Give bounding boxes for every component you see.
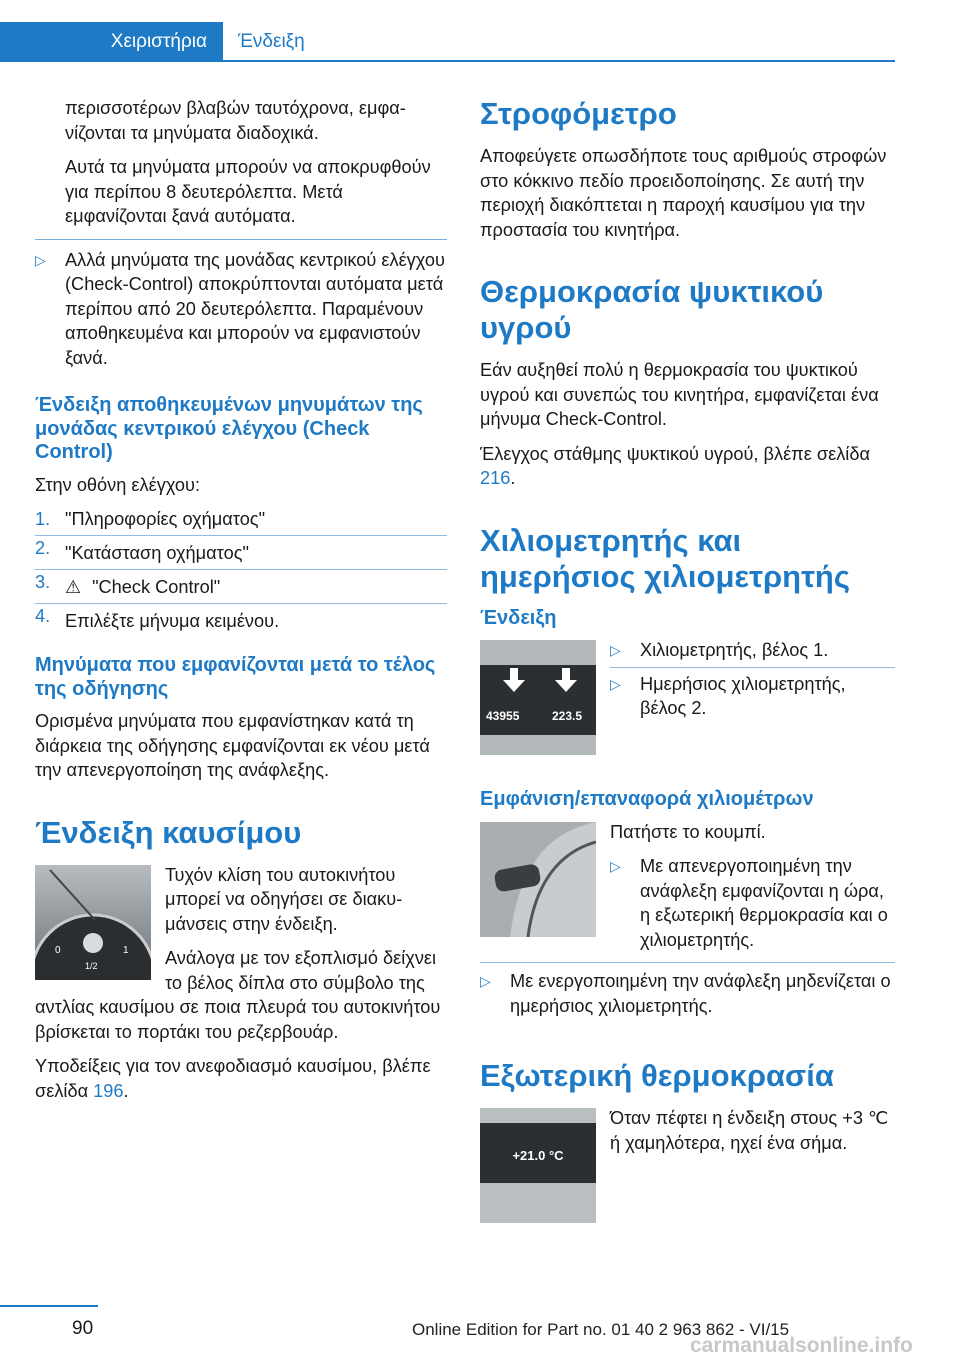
svg-text:+21.0 °C: +21.0 °C [512, 1148, 564, 1163]
tab-display[interactable]: Ένδειξη [238, 31, 305, 52]
reset-button-image [480, 822, 596, 942]
header-rule [0, 60, 895, 62]
warning-triangle-icon: ⚠ [65, 577, 82, 597]
steps-list [35, 507, 447, 634]
edition-text: Online Edition for Part no. 01 40 2 963 862 - VI/15 [412, 1320, 790, 1339]
section-title: Εξωτερική θερμοκρασία [480, 1058, 834, 1093]
page-link[interactable]: 196 [93, 1080, 124, 1101]
paragraph: Αυτά τα μηνύματα μπορούν να αποκρυφθούν για περίπου 8 δευτερόλεπτα. Μετά εμφανίζονται ξανά αυτόματα. [65, 157, 431, 226]
top-bar [0, 0, 960, 62]
svg-text:1: 1 [123, 944, 129, 956]
paragraph: Όταν πέφτει η ένδειξη στους +3 ℃ ή χαμηλότερα, ηχεί ένα σήμα. [610, 1108, 889, 1153]
section-title: Ένδειξη καυσίμου [35, 814, 302, 850]
paragraph: Στην οθόνη ελέγχου: [35, 474, 201, 495]
paragraph: Εάν αυξηθεί πολύ η θερμοκρασία του ψυκτικού υγρού και συνεπώς του κινητήρα, εμφανίζεται ένα μήνυμα Check-Control. [480, 360, 879, 429]
tab-controls[interactable]: Χειριστήρια [0, 22, 223, 61]
bullet-list [480, 962, 895, 1018]
outside-temp-image [480, 1108, 596, 1228]
svg-text:1/2: 1/2 [85, 960, 98, 971]
section-title: Στροφόμετρο [480, 96, 677, 131]
section-heading: Μηνύματα που εμφανίζονται μετά το τέλος της οδήγησης [35, 654, 436, 700]
divider [35, 239, 447, 240]
list-item: 2. "Κατάσταση οχήματος" [35, 535, 447, 566]
paragraph: Αποφεύγετε οπωσδήποτε τους αριθμούς στροφών στο κόκκινο πεδίο προειδοποίησης. Σε αυτή την περιοχή διακόπτεται η παροχή καυσίμου για την προστασία του κινητήρα. [480, 146, 887, 240]
page-link[interactable]: 216 [480, 468, 511, 488]
section-heading: Ένδειξη [480, 606, 557, 629]
right-column [480, 96, 895, 1232]
footer-rule [0, 1305, 98, 1307]
list-item: ▷ Χιλιομετρητής, βέλος 1. [610, 638, 895, 663]
list-item: 3. ⚠ "Check Control" [35, 569, 447, 600]
section-heading: Ένδειξη αποθηκευμένων μηνυμάτων της μονάδας κεντρικού ελέγχου (Check Control) [35, 394, 423, 463]
svg-text:43955: 43955 [486, 709, 520, 723]
paragraph: Τυχόν κλίση του αυτοκινήτου μπορεί να οδηγήσει σε διακυμάνσεις στην ένδειξη. [165, 864, 403, 934]
paragraph: Ανάλογα με τον εξοπλισμό δείχνει το βέλος δίπλα στο σύμβολο της αντλίας καυσίμου σε ποια πλευρά του αυτοκινήτου βρίσκεται το πορτάκι του ρεζερβουάρ. [35, 948, 441, 1042]
fuel-gauge-image [35, 865, 151, 985]
list-item: ▷ Ημερήσιος χιλιομετρητής, βέλος 2. [610, 667, 895, 721]
triangle-bullet-icon: ▷ [480, 973, 491, 989]
list-item: ▷ Με απενεργοποιημένη την ανάφλεξη εμφανίζονται η ώρα, η εξωτερική θερμοκρασία και ο χιλιομετρητής. [610, 856, 888, 950]
triangle-bullet-icon: ▷ [610, 675, 621, 692]
page-number: 90 [72, 1318, 94, 1339]
triangle-bullet-icon: ▷ [610, 858, 621, 874]
list-item: 4. Επιλέξτε μήνυμα κειμένου. [35, 603, 447, 634]
paragraph: περισσοτέρων βλαβών ταυτόχρονα, εμφανίζονται τα μηνύματα διαδοχικά. [65, 98, 406, 143]
paragraph: Έλεγχος στάθμης ψυκτικού υγρού, βλέπε σελίδα 216. [480, 443, 870, 488]
list-item: ▷ Με ενεργοποιημένη την ανάφλεξη μηδενίζεται ο ημερήσιος χιλιομετρητής. [480, 971, 891, 1016]
paragraph: Πατήστε το κουμπί. [610, 821, 766, 842]
odometer-image [480, 640, 596, 760]
triangle-bullet-icon: ▷ [35, 251, 46, 268]
section-title: Θερμοκρασία ψυκτικού υγρού [480, 274, 824, 345]
bullet-list [35, 248, 447, 371]
section-title: Χιλιομετρητής και ημερήσιος χιλιομετρητής [480, 522, 850, 594]
list-item: 1. "Πληροφορίες οχήματος" [35, 509, 266, 529]
bullet-list [610, 638, 895, 721]
bullet-list [610, 854, 895, 952]
triangle-bullet-icon: ▷ [610, 642, 621, 658]
left-column [35, 96, 447, 1113]
watermark: carmanualsonline.info [690, 1334, 913, 1357]
list-item: ▷ Αλλά μηνύματα της μονάδας κεντρικού ελέγχου (Check-Control) αποκρύπτονται αυτόματα μετά περίπου από 20 δευτερόλεπτα. Παραμένουν αποθηκευμένα και μπορούν να εμφανιστούν ξανά. [35, 249, 445, 368]
svg-text:223.5: 223.5 [552, 709, 583, 723]
paragraph: Ορισμένα μηνύματα που εμφανίστηκαν κατά τη διάρκεια της οδήγησης εμφανίζονται εκ νέου μετά την απενεργοποίηση της ανάφλεξης. [35, 711, 430, 780]
svg-text:0: 0 [55, 944, 61, 956]
paragraph: Υποδείξεις για τον ανεφοδιασμό καυσίμου, βλέπε σελίδα 196. [35, 1056, 431, 1101]
section-heading: Εμφάνιση/επαναφορά χιλιομέτρων [480, 788, 814, 810]
